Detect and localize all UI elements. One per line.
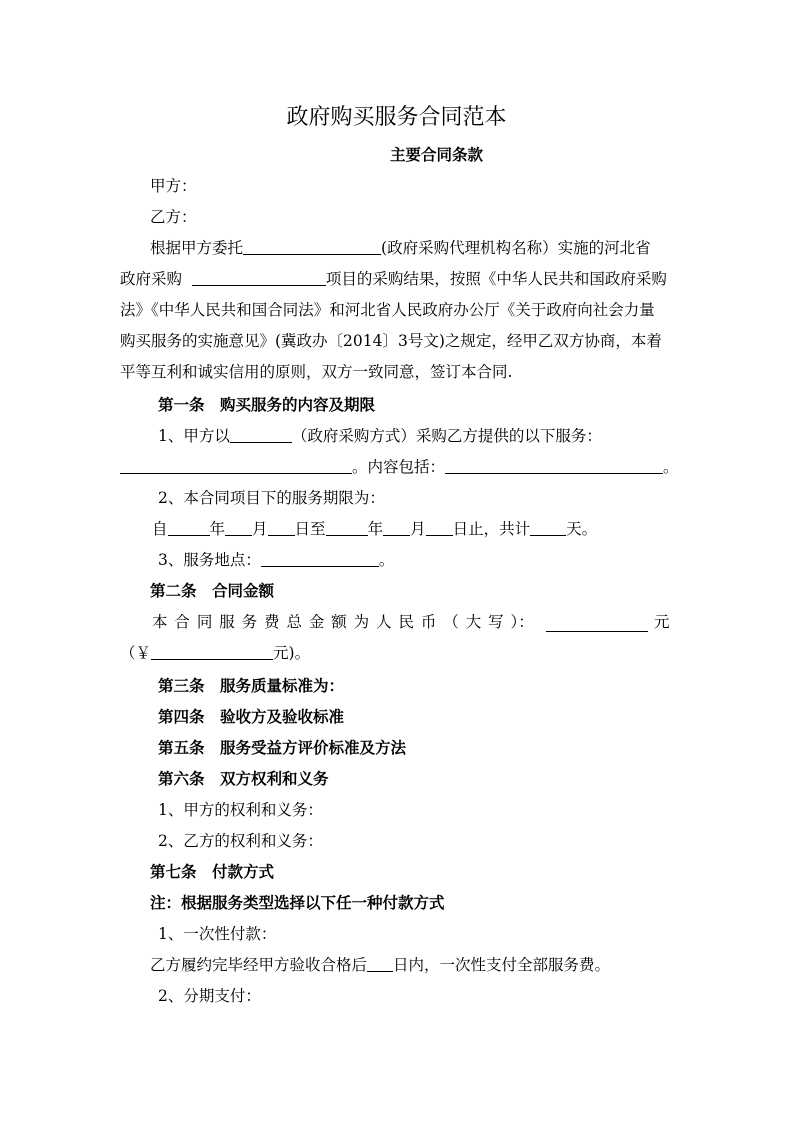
item-text: 3、服务地点： bbox=[158, 551, 261, 569]
article-1-item-1 bbox=[158, 426, 714, 446]
amount-label-char: 金 bbox=[308, 613, 325, 631]
intro-line-4: 购买服务的实施意见》(冀政办〔2014〕3号文)之规定，经甲乙双方协商，本着 bbox=[120, 332, 662, 350]
intro-text: 政府采购 bbox=[120, 270, 183, 288]
item-text: （政府采购方式）采购乙方提供的以下服务： bbox=[291, 427, 602, 445]
period-text: 月 bbox=[410, 520, 426, 538]
amount-label-char: 同 bbox=[196, 613, 213, 631]
amount-text: （￥ bbox=[120, 644, 152, 662]
end-year-blank[interactable] bbox=[326, 519, 368, 536]
agency-name-blank[interactable] bbox=[243, 238, 381, 255]
article-7-heading: 第七条 付款方式 bbox=[150, 862, 275, 881]
amount-label-char: 民 bbox=[398, 613, 414, 631]
intro-line-3: 法》《中华人民共和国合同法》和河北省人民政府办公厅《关于政府向社会力量 bbox=[120, 301, 655, 319]
amount-label-char: 大 bbox=[465, 613, 482, 631]
content-blank[interactable] bbox=[445, 457, 663, 474]
period-text: 日至 bbox=[294, 520, 326, 538]
article-6-item-1: 1、甲方的权利和义务： bbox=[158, 801, 323, 819]
intro-text: 根据甲方委托 bbox=[150, 239, 244, 257]
service-location-blank[interactable] bbox=[261, 550, 379, 567]
procurement-method-blank[interactable] bbox=[230, 426, 292, 443]
article-7-item-2: 2、分期支付： bbox=[158, 987, 261, 1005]
amount-label-char: 服 bbox=[219, 613, 235, 631]
page-title: 政府购买服务合同范本 bbox=[286, 105, 507, 130]
intro-line-2 bbox=[120, 269, 676, 289]
amount-label-char: 本 bbox=[152, 613, 168, 631]
amount-figures-line bbox=[120, 643, 676, 663]
amount-label-char: 币 bbox=[420, 613, 437, 631]
item-text: 。 bbox=[378, 551, 395, 569]
amount-figures-blank[interactable] bbox=[151, 643, 273, 660]
project-name-blank[interactable] bbox=[192, 269, 326, 286]
article-6-heading: 第六条 双方权利和义务 bbox=[158, 769, 329, 788]
article-7-note: 注：根据服务类型选择以下任一种付款方式 bbox=[150, 893, 445, 912]
amount-label-char: 写 bbox=[488, 613, 504, 631]
amount-label-char: ）： bbox=[510, 613, 534, 631]
amount-label-char: 人 bbox=[376, 613, 392, 631]
period-text: 年 bbox=[209, 520, 226, 538]
period-text: 自 bbox=[152, 520, 168, 538]
service-period-line bbox=[152, 519, 708, 539]
page-subtitle: 主要合同条款 bbox=[389, 145, 483, 164]
start-year-blank[interactable] bbox=[168, 519, 210, 536]
article-1-item-3 bbox=[158, 550, 714, 570]
amount-label bbox=[152, 612, 534, 632]
article-1-item-2: 2、本合同项目下的服务期限为： bbox=[158, 489, 385, 507]
payment-text: 乙方履约完毕经甲方验收合格后 bbox=[150, 956, 368, 974]
article-1-heading: 第一条 购买服务的内容及期限 bbox=[158, 395, 376, 414]
article-5-heading: 第五条 服务受益方评价标准及方法 bbox=[158, 738, 407, 757]
payment-days-blank[interactable] bbox=[367, 955, 393, 972]
contract-amount-line bbox=[152, 612, 674, 632]
party-b-line: 乙方： bbox=[150, 208, 197, 226]
article-2-heading: 第二条 合同金额 bbox=[150, 581, 275, 600]
amount-text: 元)。 bbox=[273, 644, 311, 662]
period-text: 月 bbox=[252, 520, 268, 538]
item-text: 1、甲方以 bbox=[158, 427, 230, 445]
amount-label-char: 合 bbox=[174, 613, 190, 631]
period-text: 日止，共计 bbox=[452, 520, 531, 538]
service-blank[interactable] bbox=[120, 457, 352, 474]
amount-label-char: 费 bbox=[264, 613, 280, 631]
amount-label-char: 务 bbox=[241, 613, 258, 631]
amount-label-char: 额 bbox=[331, 613, 347, 631]
amount-words-blank[interactable] bbox=[546, 615, 648, 632]
intro-text: 项目的采购结果，按照《中华人民共和国政府采购 bbox=[325, 270, 667, 288]
article-7-item-1-detail bbox=[150, 955, 706, 975]
end-day-blank[interactable] bbox=[426, 519, 453, 536]
item-text: 。内容包括： bbox=[352, 458, 446, 476]
start-day-blank[interactable] bbox=[268, 519, 295, 536]
party-a-line: 甲方： bbox=[150, 177, 197, 195]
amount-label-char: 总 bbox=[286, 613, 302, 631]
payment-text: 日内，一次性支付全部服务费。 bbox=[393, 956, 611, 974]
intro-text: (政府采购代理机构名称）实施的河北省 bbox=[381, 239, 651, 257]
period-text: 天。 bbox=[566, 520, 598, 538]
intro-line-5: 平等互利和诚实信用的原则，双方一致同意，签订本合同. bbox=[120, 363, 513, 381]
amount-unit: 元 bbox=[654, 613, 670, 631]
article-3-heading: 第三条 服务质量标准为： bbox=[158, 676, 345, 695]
article-6-item-2: 2、乙方的权利和义务： bbox=[158, 832, 323, 850]
article-7-item-1: 1、一次性付款： bbox=[158, 925, 277, 943]
item-text: 。 bbox=[663, 458, 679, 476]
period-text: 年 bbox=[367, 520, 384, 538]
start-month-blank[interactable] bbox=[225, 519, 252, 536]
amount-label-char: 为 bbox=[353, 613, 370, 631]
article-4-heading: 第四条 验收方及验收标准 bbox=[158, 707, 345, 726]
intro-line-1 bbox=[150, 238, 674, 258]
article-1-item-1-cont bbox=[120, 457, 679, 477]
end-month-blank[interactable] bbox=[383, 519, 410, 536]
amount-label-char: （ bbox=[443, 613, 459, 631]
total-days-blank[interactable] bbox=[530, 519, 566, 536]
